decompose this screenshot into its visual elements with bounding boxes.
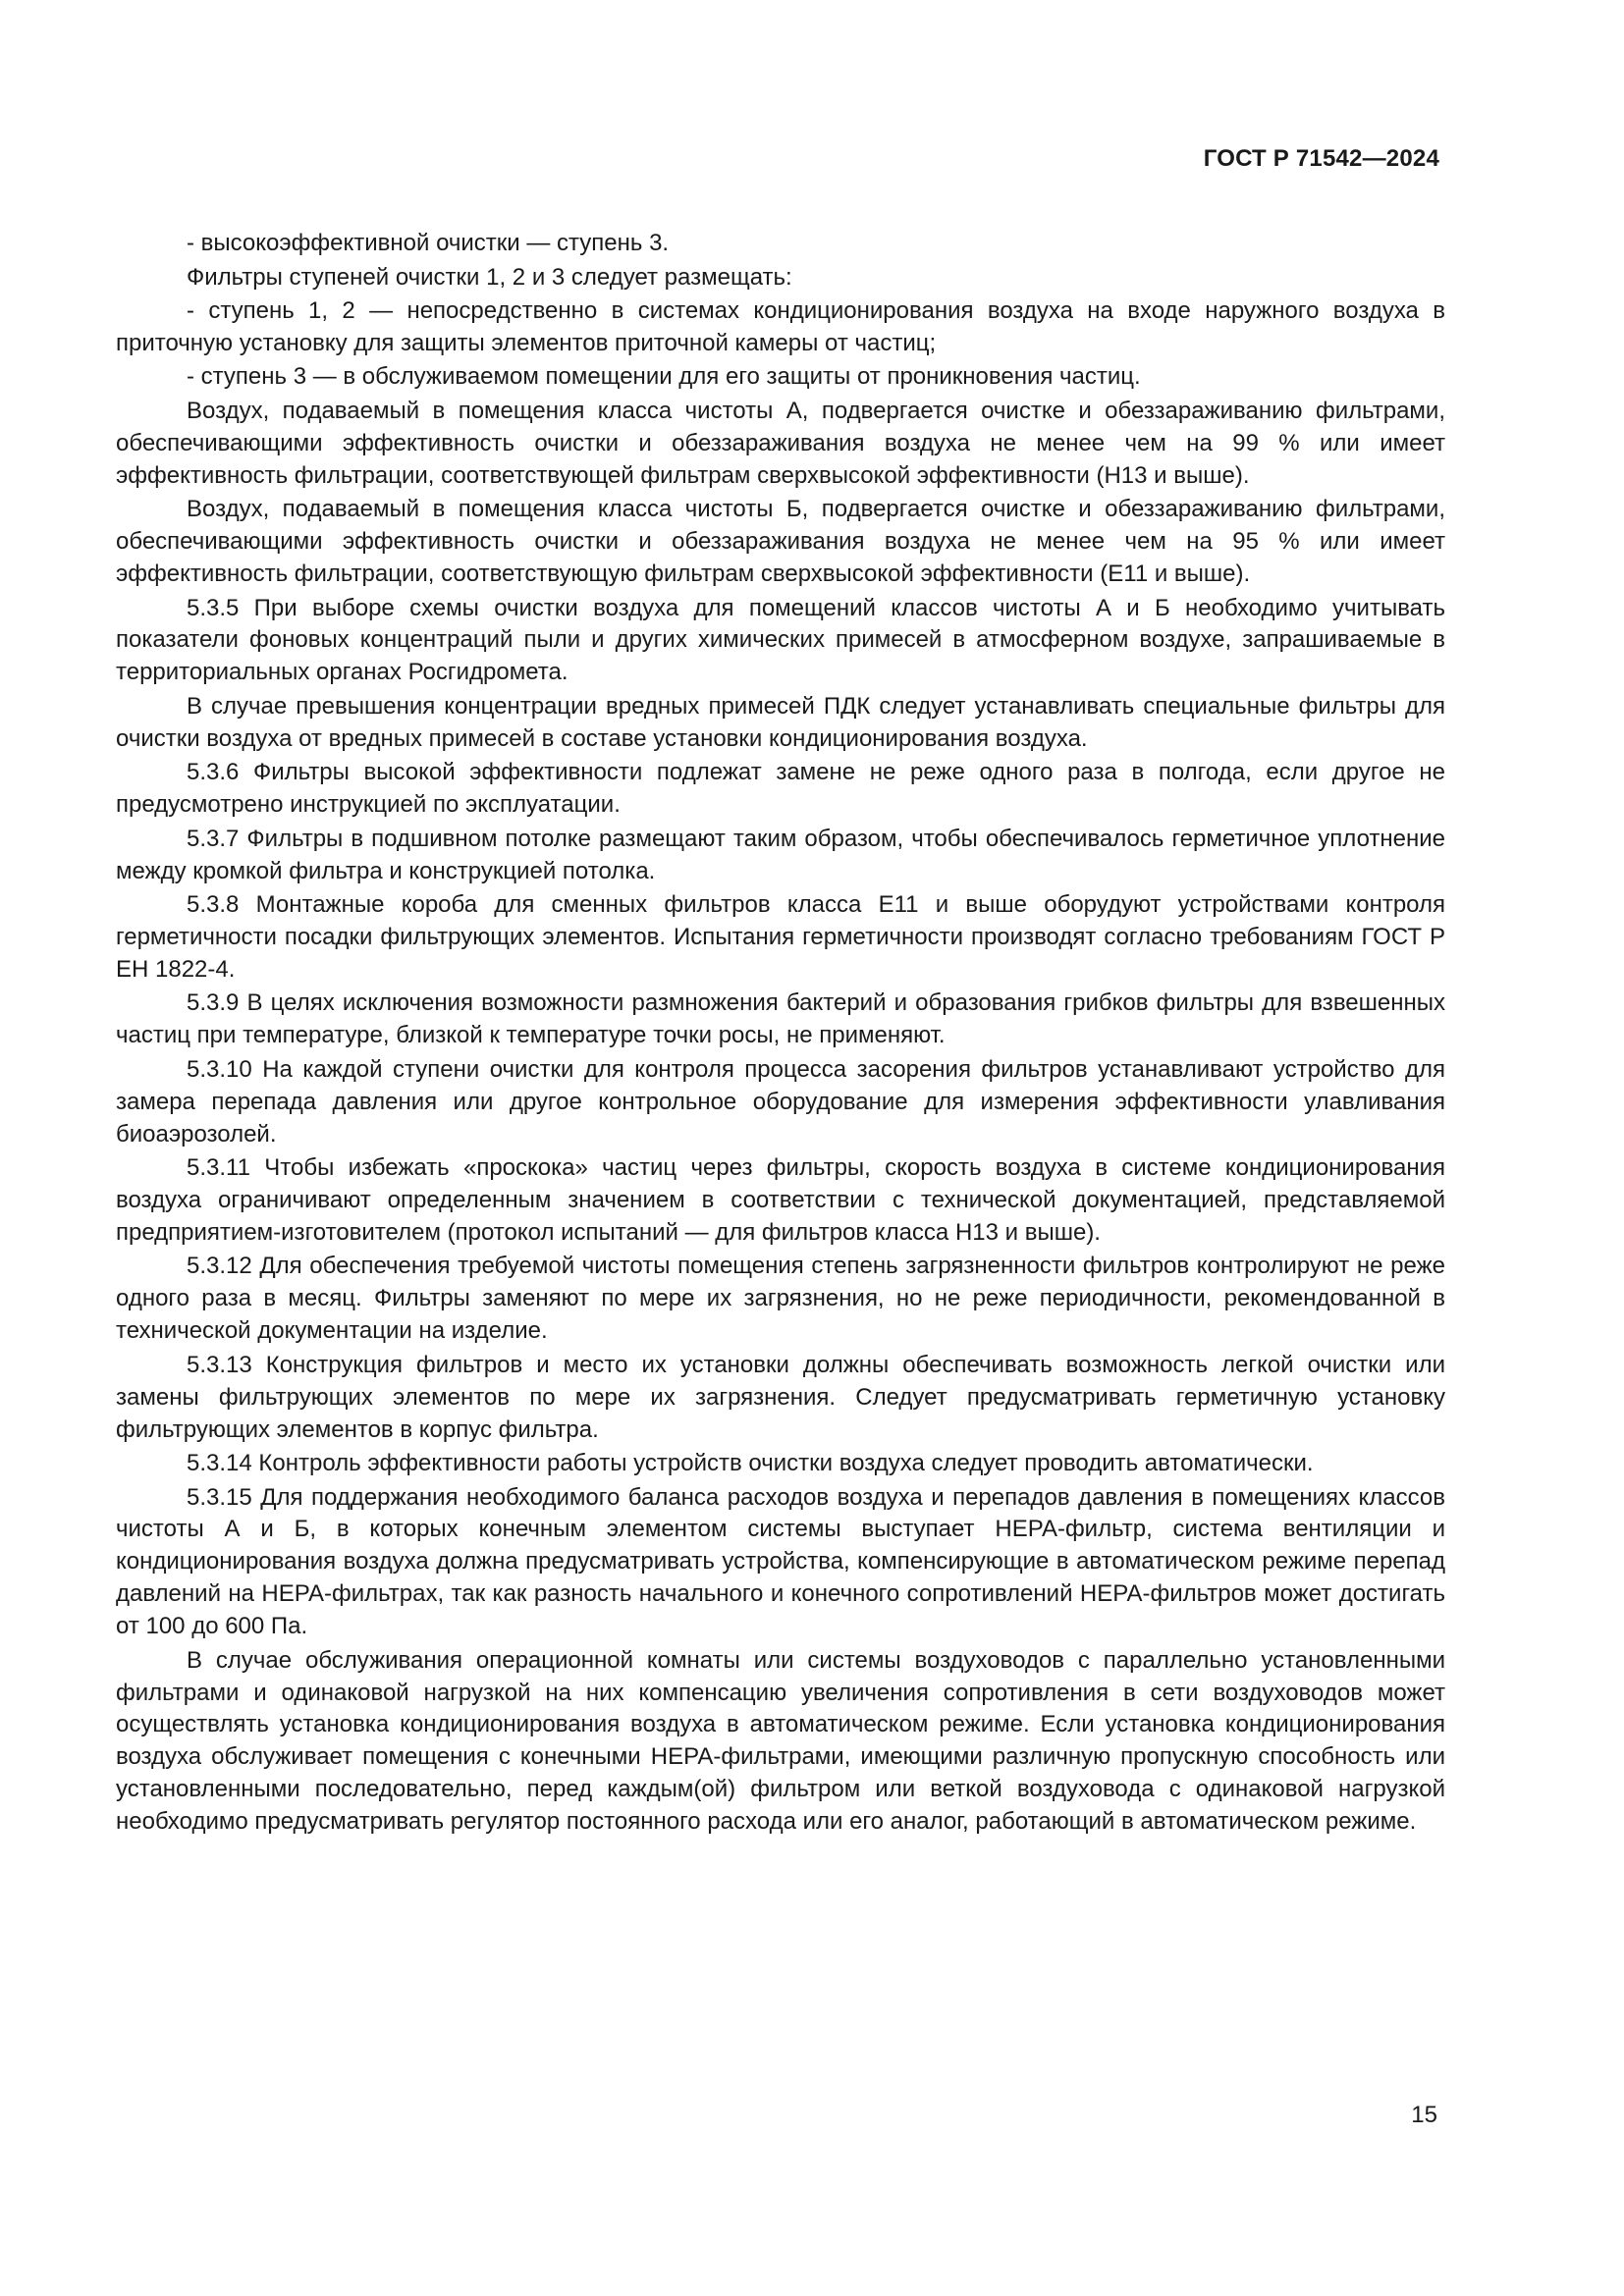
- paragraph: В случае превышения концентрации вредных примесей ПДК следует устанавливать специальные фильтры для очистки воздуха от вредных примесей в составе установки кондиционирования воздуха.: [116, 692, 1445, 752]
- paragraph: 5.3.15 Для поддержания необходимого баланса расходов воздуха и перепадов давления в помещениях классов чистоты А и Б, в которых конечным элементом системы выступает HEPA-фильтр, система вентиляции и кондиционирования воздуха должна предусматривать устройства, компенсирующие в автоматическом режиме перепад давлений на HEPA-фильтрах, так как разность начального и конечного сопротивлений HEPA-фильтров может достигать от 100 до 600 Па.: [116, 1483, 1445, 1640]
- paragraph: 5.3.6 Фильтры высокой эффективности подлежат замене не реже одного раза в полгода, если другое не предусмотрено инструкцией по эксплуатации.: [116, 759, 1445, 819]
- paragraph: Фильтры ступеней очистки 1, 2 и 3 следует размещать:: [187, 263, 792, 291]
- page-number: 15: [1411, 2102, 1437, 2128]
- paragraph: 5.3.14 Контроль эффективности работы устройств очистки воздуха следует проводить автоматически.: [187, 1450, 1314, 1477]
- paragraph: - ступень 3 — в обслуживаемом помещении для его защиты от проникновения частиц.: [187, 363, 1141, 391]
- paragraph: - высокоэффективной очистки — ступень 3.: [187, 230, 670, 256]
- paragraph: 5.3.11 Чтобы избежать «проскока» частиц через фильтры, скорость воздуха в системе кондиционирования воздуха ограничивают определенным значением в соответствии с технической документацией, представляемой предприятием-изготовителем (протокол испытаний — для фильтров класса Н13 и выше).: [116, 1154, 1445, 1246]
- document-body: [116, 228, 1445, 1841]
- paragraph: В случае обслуживания операционной комнаты или системы воздуховодов с параллельно установленными фильтрами и одинаковой нагрузкой на них компенсацию увеличения сопротивления в сети воздуховодов может осуществлять установка кондиционирования воздуха в автоматическом режиме. Если установка кондиционирования воздуха обслуживает помещения с конечными HEPA-фильтрами, имеющими различную пропускную способность или установленными последовательно, перед каждым(ой) фильтром или веткой воздуховода с одинаковой нагрузкой необходимо предусматривать регулятор постоянного расхода или его аналог, работающий в автоматическом режиме.: [116, 1646, 1445, 1836]
- paragraph: 5.3.5 При выборе схемы очистки воздуха для помещений классов чистоты А и Б необходимо учитывать показатели фоновых концентраций пыли и других химических примесей в атмосферном воздухе, запрашиваемые в территориальных органах Росгидромета.: [116, 594, 1445, 686]
- paragraph: 5.3.12 Для обеспечения требуемой чистоты помещения степень загрязненности фильтров контролируют не реже одного раза в месяц. Фильтры заменяют по мере их загрязнения, но не реже периодичности, рекомендованной в технической документации на изделие.: [116, 1253, 1445, 1345]
- paragraph: 5.3.7 Фильтры в подшивном потолке размещают таким образом, чтобы обеспечивалось герметичное уплотнение между кромкой фильтра и конструкцией потолка.: [116, 825, 1445, 884]
- paragraph: - ступень 1, 2 — непосредственно в системах кондиционирования воздуха на входе наружного воздуха в приточную установку для защиты элементов приточной камеры от частиц;: [116, 297, 1445, 356]
- page-header: ГОСТ Р 71542—2024: [1203, 145, 1439, 172]
- paragraph: Воздух, подаваемый в помещения класса чистоты А, подвергается очистке и обеззараживанию фильтрами, обеспечивающими эффективность очистки и обеззараживания воздуха не менее чем на 99 % или имеет эффективность фильтрации, соответствующей фильтрам сверхвысокой эффективности (Н13 и выше).: [116, 397, 1445, 489]
- paragraph: 5.3.8 Монтажные короба для сменных фильтров класса Е11 и выше оборудуют устройствами контроля герметичности посадки фильтрующих элементов. Испытания герметичности производят согласно требованиям ГОСТ Р ЕН 1822-4.: [116, 891, 1445, 983]
- paragraph: 5.3.9 В целях исключения возможности размножения бактерий и образования грибков фильтры для взвешенных частиц при температуре, близкой к температуре точки росы, не применяют.: [116, 989, 1445, 1049]
- paragraph: Воздух, подаваемый в помещения класса чистоты Б, подвергается очистке и обеззараживанию фильтрами, обеспечивающими эффективность очистки и обеззараживания воздуха не менее чем на 95 % или имеет эффективность фильтрации, соответствующую фильтрам сверхвысокой эффективности (Е11 и выше).: [116, 496, 1445, 588]
- paragraph: 5.3.10 На каждой ступени очистки для контроля процесса засорения фильтров устанавливают устройство для замера перепада давления или другое контрольное оборудование для измерения эффективности улавливания биоаэрозолей.: [116, 1055, 1445, 1148]
- paragraph: 5.3.13 Конструкция фильтров и место их установки должны обеспечивать возможность легкой очистки или замены фильтрующих элементов по мере их загрязнения. Следует предусматривать герметичную установку фильтрующих элементов в корпус фильтра.: [116, 1351, 1445, 1443]
